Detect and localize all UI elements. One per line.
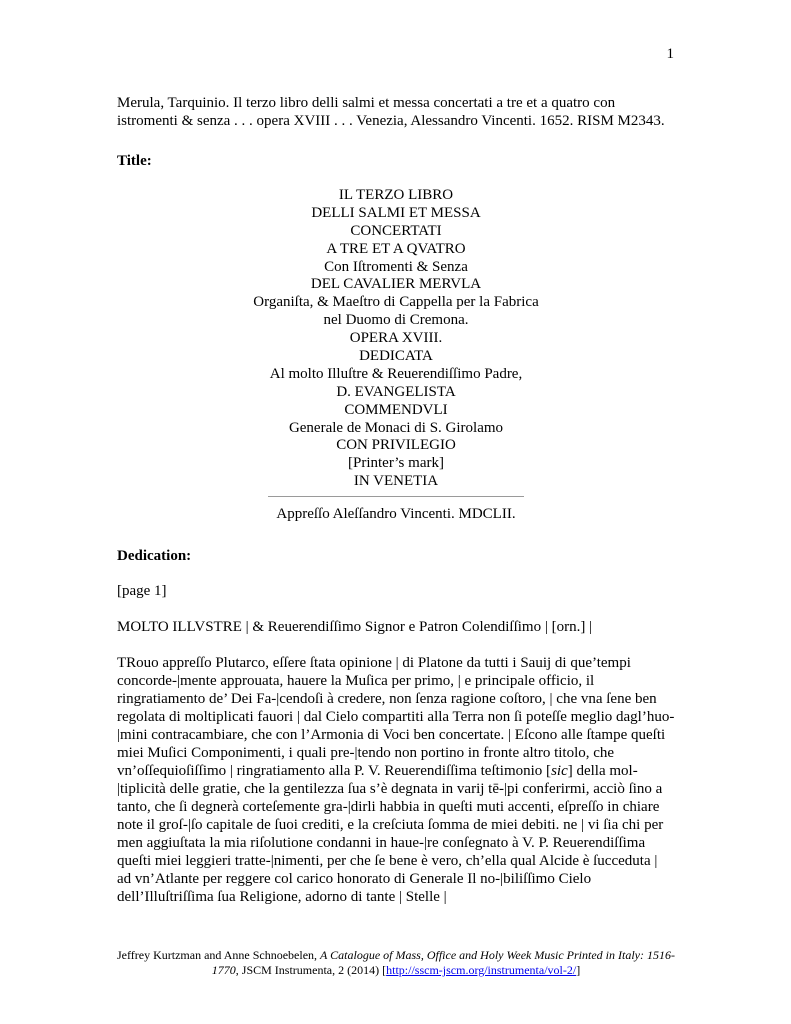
title-line: A TRE ET A QVATRO bbox=[326, 240, 466, 257]
salutation: MOLTO ILLVSTRE | & Reuerendiſſimo Signor e Patron Colendiſſimo | [orn.] | bbox=[117, 619, 593, 636]
title-line: Al molto Illuſtre & Reuerendiſſimo Padre, bbox=[269, 365, 523, 382]
page-marker: [page 1] bbox=[117, 583, 167, 600]
document-body bbox=[117, 94, 675, 906]
title-line: COMMENDVLI bbox=[344, 401, 448, 418]
sic-marker: sic bbox=[551, 763, 568, 780]
title-heading: Title: bbox=[117, 153, 152, 169]
title-line: CON PRIVILEGIO bbox=[336, 437, 456, 454]
title-rule bbox=[268, 496, 524, 497]
footer-close: ] bbox=[576, 963, 581, 977]
title-line: Con Iſtromenti & Senza bbox=[324, 258, 468, 275]
title-line: DEDICATA bbox=[359, 348, 433, 365]
footer-link[interactable]: http://sscm-jscm.org/instrumenta/vol-2/ bbox=[386, 963, 577, 977]
dedication-text-part2: ] della mol-|tiplicità delle gratie, che la gentilezza ſua s’è degnata in varij tē-|pi conferirmi, acciò ſino a tanto, che ſi degnerà corteſemente gra-|dirli habbia in queſti muti accenti, eſpreſſo in chiare note il groſ-|ſo capitale de ſuoi crediti, e la creſciuta ſomma de miei debiti. ne | vi ſia chi per men aggiuſtata la mia riſolutione condanni in haue-|re conſegnato à V. P. Reuerendiſſima queſti miei leggieri tratte-|nimenti, per che ſe bene è vero, ch’ella qual Alcide è ſucceduta | ad vn’Atlante per reggere col carico honorato di Generale Il no-|biliſſimo Cielo dell’Illuſtriſſima ſua Religione, adorno di tante | Stelle | bbox=[117, 763, 664, 906]
title-line: D. EVANGELISTA bbox=[336, 383, 456, 400]
title-line: Organiſta, & Maeſtro di Cappella per la Fabrica bbox=[253, 294, 539, 311]
title-line: DELLI SALMI ET MESSA bbox=[311, 204, 481, 221]
publisher-line: Appreſſo Aleſſandro Vincenti. MDCLII. bbox=[276, 506, 516, 523]
title-line: DEL CAVALIER MERVLA bbox=[310, 276, 482, 293]
title-line: Generale de Monaci di S. Girolamo bbox=[288, 419, 504, 436]
dedication-text bbox=[117, 654, 675, 906]
title-block bbox=[117, 186, 675, 490]
title-line: IN VENETIA bbox=[353, 473, 439, 490]
title-line: OPERA XVIII. bbox=[349, 330, 443, 347]
title-line: IL TERZO LIBRO bbox=[338, 187, 454, 203]
page-number: 1 bbox=[666, 46, 674, 62]
footer-authors: Jeffrey Kurtzman and Anne Schnoebelen, bbox=[117, 948, 321, 962]
title-line: nel Duomo di Cremona. bbox=[323, 312, 469, 329]
dedication-text-part1: TRouo appreſſo Plutarco, eſſere ſtata opinione | di Platone da tutti i Sauij di que’tempi concorde-|mente approuata, hauere la Muſica per primo, | e principale officio, il ringratiamento de’ Dei Fa-|cendoſi à credere, non ſenza ragione coſtoro, | che vna ſene ben regolata di moltiplicati fauori | dal Cielo compartiti alla Terra non ſi poteſſe meglio dagl’huo-|mini contracambiare, che con l’Armonia di Voci ben concertate. | Eſcono alle ſtampe queſti miei Muſici Componimenti, i quali pre-|tendo non portino in fronte altro titolo, che vn’oſſequioſiſſimo | ringratiamento alla P. V. Reuerendiſſima teſtimonio [ bbox=[117, 655, 675, 780]
citation: Merula, Tarquinio. Il terzo libro delli salmi et messa concertati a tre et a quatro con istromenti & senza . . . opera XVIII . . . Venezia, Alessandro Vincenti. 1652. RISM M2343. bbox=[117, 95, 665, 129]
footer-work-title: A Catalogue of Mass, Office and Holy Week Music Printed in Italy: 1516-1770 bbox=[211, 948, 675, 977]
title-line: CONCERTATI bbox=[350, 222, 442, 239]
dedication-heading: Dedication: bbox=[117, 548, 192, 565]
title-line: [Printer’s mark] bbox=[348, 455, 444, 472]
footer-series: , JSCM Instrumenta, 2 (2014) [ bbox=[235, 963, 387, 977]
footer bbox=[117, 948, 675, 978]
